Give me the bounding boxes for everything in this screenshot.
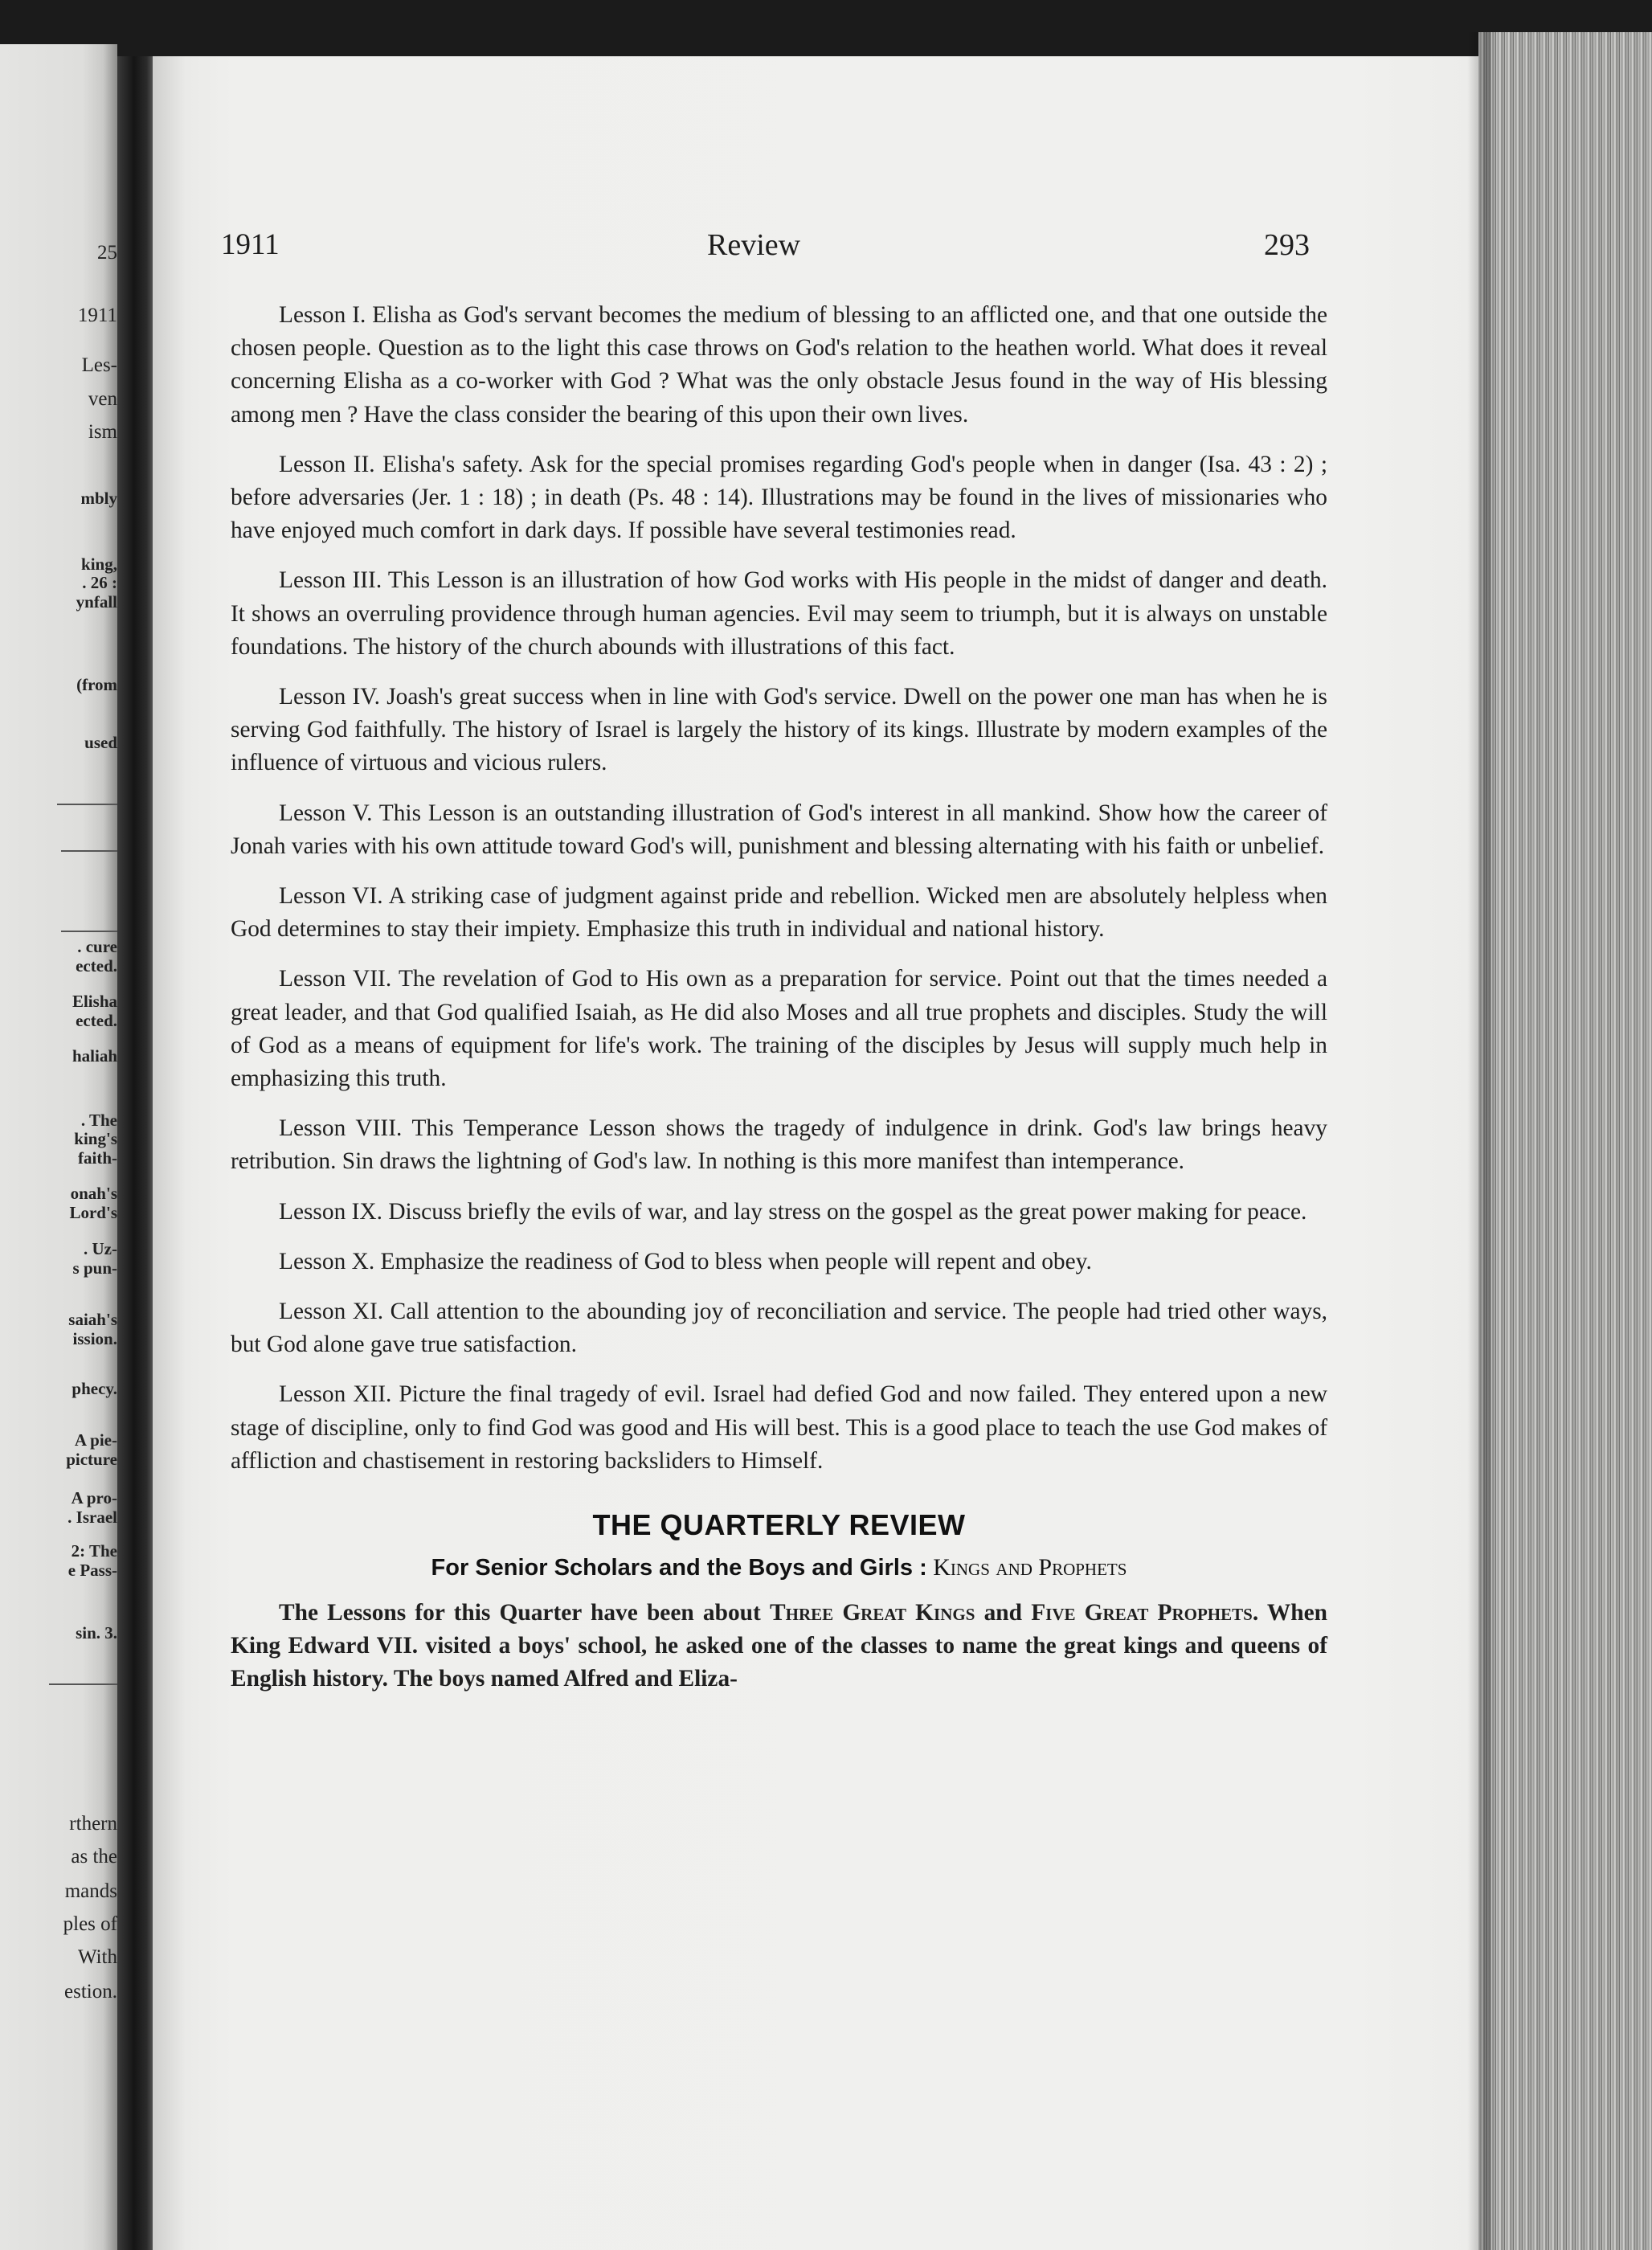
lesson-paragraph: Lesson XII. Picture the final tragedy of evil. Israel had defied God and now failed. They entered upon a new stage of discipline, only to find God was good and His will best. This is a good place to teach the use God makes of affliction and chastisement in restoring backsliders to Himself.	[231, 1381, 1327, 1474]
left-page-fragment: phecy.	[72, 1379, 117, 1398]
left-page-fragment: (from	[76, 675, 117, 694]
lesson-paragraph: Lesson IV. Joash's great success when in line with God's service. Dwell on the power one man has when he is serving God faithfully. The history of Israel is largely the history of its kings. Illustrate by modern examples of the influence of virtuous and vicious rulers.	[231, 684, 1327, 776]
left-page-fragment: ynfall	[76, 592, 117, 612]
left-page-fragment: ission.	[72, 1329, 117, 1348]
left-page-fragment: . 26 :	[82, 573, 117, 592]
left-page-fragment: ected.	[76, 956, 117, 976]
left-page-rule	[57, 804, 117, 805]
closing-text-1: The Lessons for this Quarter have been about	[279, 1599, 761, 1626]
left-page-fragment: sin. 3.	[76, 1623, 117, 1642]
left-page-fragment: . Israel	[67, 1508, 117, 1527]
five-great-prophets-2: Prophets.	[1157, 1599, 1259, 1626]
section-subtitle	[231, 1551, 1327, 1585]
page-edge-shadow	[1467, 32, 1491, 2250]
closing-text-2: and	[983, 1599, 1022, 1626]
running-header-title: Review	[707, 228, 801, 262]
left-page-fragment: king,	[81, 554, 117, 574]
lesson-paragraph: Lesson II. Elisha's safety. Ask for the special promises regarding God's people when in danger (Isa. 43 : 2) ; before adversaries (Jer. 1 : 18) ; in death (Ps. 48 : 14). Illustrations may be found in the lives of missionaries who have enjoyed much comfort in dark days. If possible have several testimonies read.	[231, 451, 1327, 544]
section-title: THE QUARTERLY REVIEW	[592, 1508, 966, 1542]
lesson-paragraph: Lesson V. This Lesson is an outstanding illustration of God's interest in all mankind. Show how the career of Jonah varies with his own attitude toward God's will, punishment and blessing alternating with his faith or unbelief.	[231, 800, 1327, 859]
left-page-fragment: mbly	[80, 489, 117, 508]
previous-page-edge	[0, 44, 117, 2250]
lesson-paragraph: Lesson III. This Lesson is an illustration of how God works with His people in the midst of danger and death. It shows an overruling providence through human agencies. Evil may seem to triumph, but it is always on unstable foundations. The history of the church abounds with illustrations of this fact.	[231, 567, 1327, 660]
left-page-fragment: mands	[64, 1880, 117, 1902]
lesson-paragraph: Lesson IX. Discuss briefly the evils of war, and lay stress on the gospel as the great power making for peace.	[279, 1198, 1307, 1225]
left-page-fragment: . The	[80, 1111, 117, 1130]
left-page-fragment: Lord's	[69, 1203, 117, 1222]
left-page-fragment: A pro-	[71, 1488, 117, 1508]
left-page-fragment: onah's	[70, 1184, 117, 1203]
closing-paragraph	[231, 1597, 1327, 1696]
left-page-rule	[61, 931, 117, 932]
left-page-fragment: Les-	[81, 354, 117, 376]
left-page-fragment: rthern	[69, 1813, 117, 1835]
left-page-fragment: . Uz-	[84, 1239, 117, 1258]
lesson-paragraph: Lesson VII. The revelation of God to His own as a preparation for service. Point out that the times needed a great leader, and that God qualified Isaiah, as He did also Moses and all true prophets and disciples. Study the will of God as a means of equipment for life's work. The training of the disciples by Jesus will supply much help in emphasizing this truth.	[231, 966, 1327, 1092]
left-page-fragment: Elisha	[72, 992, 117, 1011]
left-page-fragment: ism	[88, 421, 117, 443]
left-page-fragment: estion.	[64, 1981, 117, 2002]
left-page-fragment: . cure	[77, 937, 117, 956]
left-page-fragment: saiah's	[68, 1310, 117, 1329]
page-edges	[1478, 32, 1652, 2250]
left-page-fragment: A pie-	[74, 1430, 117, 1450]
lesson-paragraph: Lesson XI. Call attention to the abounding joy of reconciliation and service. The people had tried other ways, but God alone gave true satisfaction.	[231, 1299, 1327, 1358]
left-page-fragment: ven	[88, 388, 117, 410]
page-body	[231, 299, 1327, 1712]
left-page-fragment: ples of	[63, 1913, 117, 1935]
left-page-fragment: used	[84, 733, 117, 752]
left-page-fragment: faith-	[78, 1148, 117, 1168]
left-page-fragment: as the	[71, 1846, 117, 1868]
lesson-paragraph: Lesson I. Elisha as God's servant becomes the medium of blessing to an afflicted one, and that one outside the chosen people. Question as to the light this case throws on God's relation to the heathen world. What does it reveal concerning Elisha as a co-worker with God ? What was the only obstacle Jesus found in the way of His blessing among men ? Have the class consider the bearing of this upon their own lives.	[231, 302, 1327, 428]
left-page-fragment: s pun-	[72, 1258, 117, 1278]
subtitle-audience: For Senior Scholars and the Boys and Girls :	[431, 1555, 927, 1581]
page-number: 293	[1264, 228, 1310, 262]
closing-text-3: When King Edward VII. visited a boys' school, he asked one of the classes to name the great kings and queens of English history. The boys named Alfred and Eliza-	[231, 1599, 1327, 1692]
left-page-fragment: 2: The	[71, 1541, 117, 1561]
left-page-fragment: haliah	[72, 1046, 117, 1066]
left-page-fragment: ected.	[76, 1011, 117, 1030]
left-page-fragment: picture	[66, 1450, 117, 1469]
lesson-paragraph: Lesson VI. A striking case of judgment against pride and rebellion. Wicked men are absolutely helpless when God determines to stay their impiety. Emphasize this truth in individual and national history.	[231, 883, 1327, 943]
lesson-paragraph: Lesson VIII. This Temperance Lesson shows the tragedy of indulgence in drink. God's law brings heavy retribution. Sin draws the lightning of God's law. In nothing is this more manifest than intemperance.	[231, 1115, 1327, 1175]
left-page-fragment: e Pass-	[67, 1561, 117, 1580]
left-page-rule	[49, 1683, 117, 1685]
three-great-kings: Three Great Kings	[770, 1599, 975, 1626]
left-page-fragment: 1911	[77, 305, 117, 326]
five-great-prophets-1: Five Great	[1031, 1599, 1149, 1626]
subtitle-topic: Kings and Prophets	[933, 1554, 1127, 1581]
left-page-rule	[61, 850, 117, 852]
left-page-fragment: king's	[74, 1129, 117, 1148]
lesson-paragraph: Lesson X. Emphasize the readiness of God to bless when people will repent and obey.	[279, 1248, 1092, 1274]
left-page-fragment: With	[78, 1946, 117, 1968]
running-header-year: 1911	[221, 228, 280, 261]
left-page-fragment: 25	[97, 242, 117, 264]
